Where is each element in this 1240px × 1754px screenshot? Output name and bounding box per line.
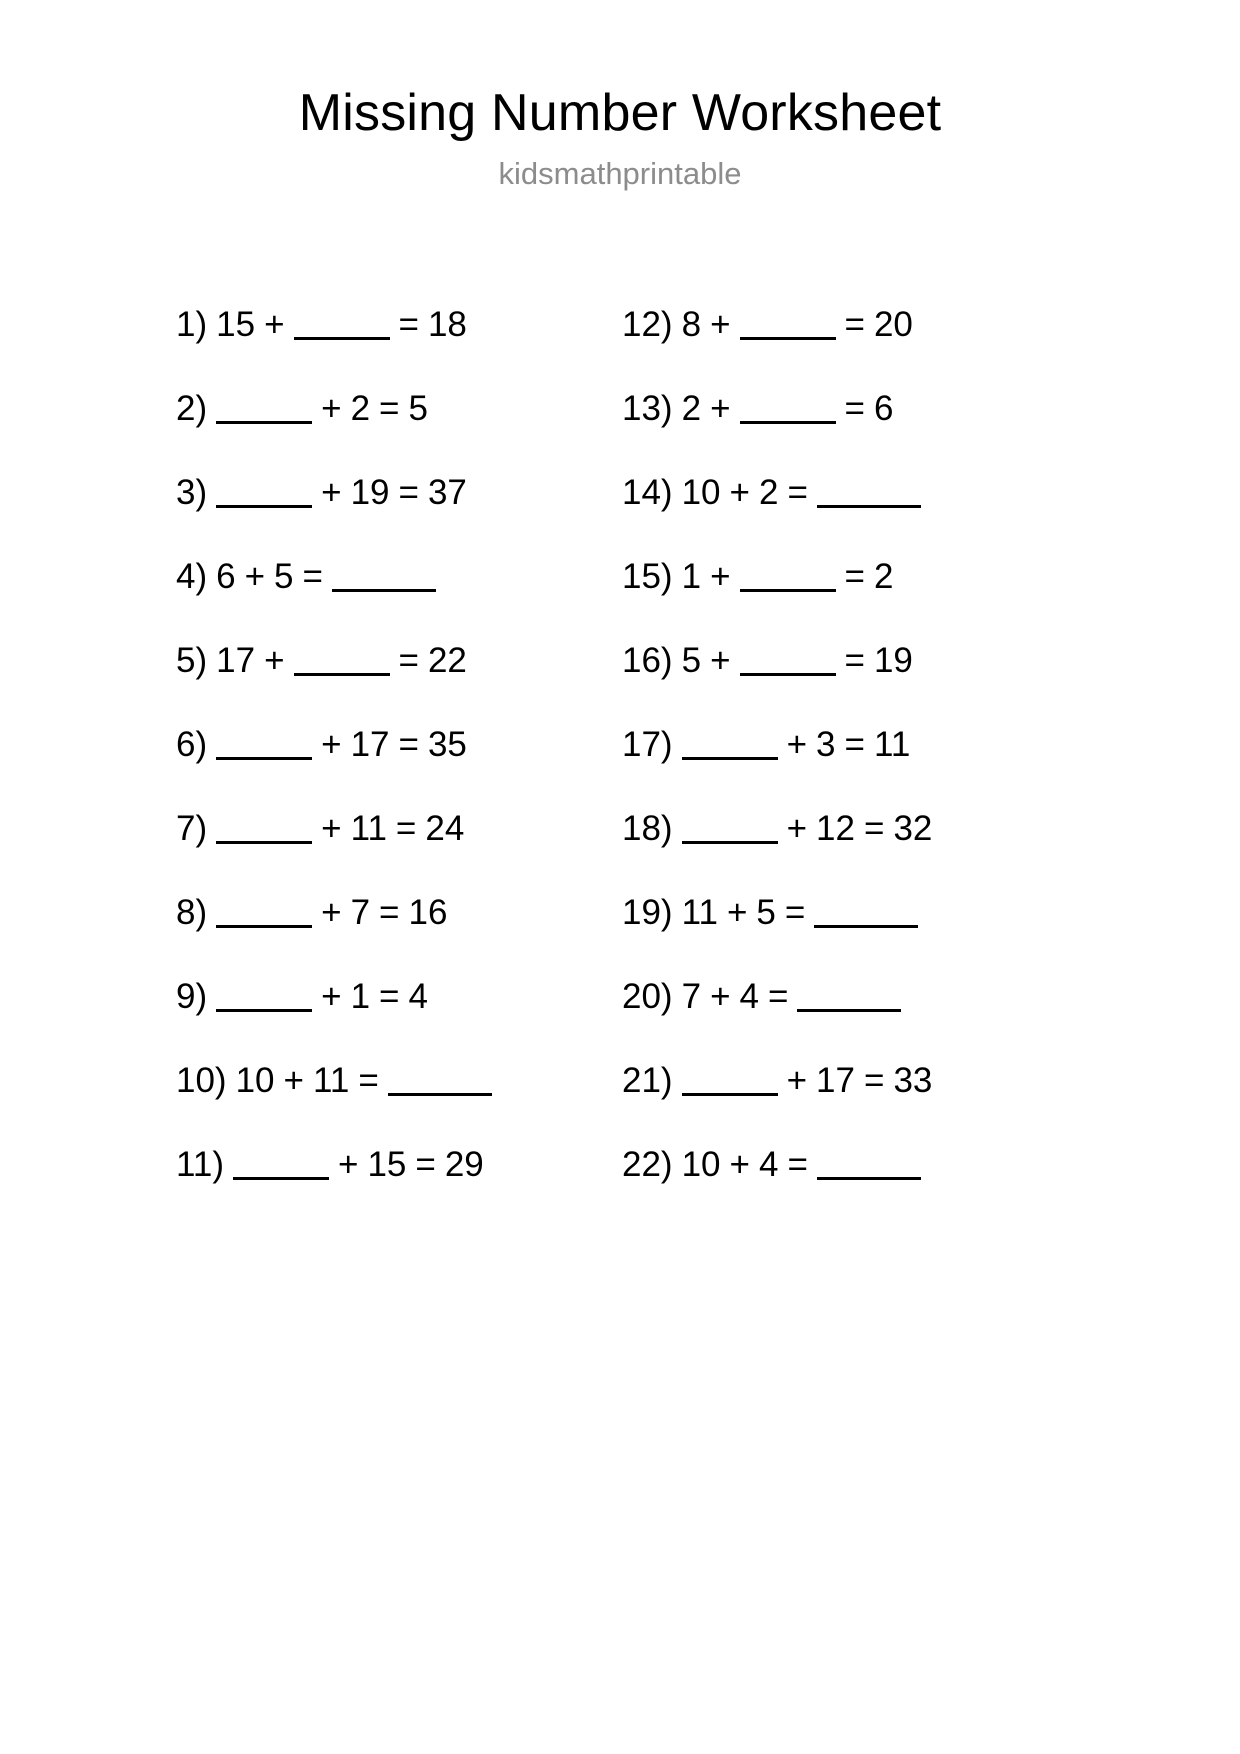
problem-number: 5) [176, 641, 208, 681]
equals-operator: = [863, 809, 885, 849]
problem-number: 10) [176, 1061, 227, 1101]
sum-value: 32 [893, 809, 933, 849]
problem-number: 17) [622, 725, 673, 765]
second-addend: 15 [367, 1145, 407, 1185]
page-subtitle: kidsmathprintable [498, 155, 742, 191]
second-addend: 3 [816, 725, 836, 765]
problem-row [176, 703, 622, 787]
problem-row [176, 1123, 622, 1207]
answer-blank-first-addend[interactable] [682, 1067, 778, 1096]
second-addend: 4 [739, 977, 759, 1017]
answer-blank-second-addend[interactable] [294, 311, 390, 340]
plus-operator: + [726, 893, 748, 933]
sum-value: 16 [408, 893, 448, 933]
problem-row [176, 283, 622, 367]
plus-operator: + [710, 977, 731, 1017]
equals-operator: = [415, 1145, 436, 1185]
problem-number: 18) [622, 809, 673, 849]
second-addend: 2 [350, 389, 371, 429]
answer-blank-first-addend[interactable] [682, 815, 778, 844]
problem-row [622, 955, 1042, 1039]
sum-value: 22 [427, 641, 467, 681]
second-addend: 7 [350, 893, 371, 933]
first-addend: 10 [681, 473, 721, 513]
problem-row [622, 1123, 1042, 1207]
equals-operator: = [767, 977, 789, 1017]
answer-blank-first-addend[interactable] [216, 815, 312, 844]
problem-row [176, 535, 622, 619]
problem-number: 11) [176, 1145, 224, 1185]
problem-column-left [176, 283, 622, 1207]
problem-row [622, 1039, 1042, 1123]
plus-operator: + [786, 725, 808, 765]
sum-value: 37 [427, 473, 467, 513]
first-addend: 8 [681, 305, 702, 345]
problem-number: 1) [176, 305, 208, 345]
problem-row [176, 1039, 622, 1123]
problem-row [176, 367, 622, 451]
sum-value: 19 [873, 641, 913, 681]
first-addend: 2 [681, 389, 702, 429]
problem-number: 7) [176, 809, 208, 849]
equals-operator: = [398, 473, 419, 513]
sum-value: 24 [425, 809, 465, 849]
plus-operator: + [321, 809, 342, 849]
problem-number: 15) [622, 557, 673, 597]
problem-number: 16) [622, 641, 673, 681]
plus-operator: + [244, 557, 266, 597]
answer-blank-first-addend[interactable] [216, 731, 312, 760]
plus-operator: + [786, 1061, 808, 1101]
problem-column-right [622, 283, 1042, 1207]
second-addend: 19 [350, 473, 390, 513]
first-addend: 10 [235, 1061, 275, 1101]
problems-container [0, 283, 1240, 1207]
answer-blank-sum[interactable] [388, 1067, 492, 1096]
problem-number: 20) [622, 977, 673, 1017]
second-addend: 11 [350, 809, 387, 849]
problem-number: 22) [622, 1145, 673, 1185]
plus-operator: + [321, 725, 342, 765]
second-addend: 4 [758, 1145, 779, 1185]
problem-row [176, 871, 622, 955]
sum-value: 2 [873, 557, 894, 597]
answer-blank-first-addend[interactable] [682, 731, 778, 760]
sum-value: 11 [873, 725, 911, 765]
second-addend: 11 [312, 1061, 350, 1101]
equals-operator: = [398, 725, 419, 765]
plus-operator: + [729, 1145, 750, 1185]
plus-operator: + [321, 389, 342, 429]
second-addend: 2 [758, 473, 779, 513]
equals-operator: = [398, 641, 419, 681]
problem-number: 6) [176, 725, 208, 765]
problem-row [176, 451, 622, 535]
equals-operator: = [358, 1061, 379, 1101]
problem-row [622, 787, 1042, 871]
equals-operator: = [863, 1061, 885, 1101]
problem-number: 12) [622, 305, 673, 345]
problem-number: 19) [622, 893, 673, 933]
worksheet-header [0, 0, 1240, 191]
problem-number: 3) [176, 473, 208, 513]
equals-operator: = [844, 641, 865, 681]
plus-operator: + [321, 977, 342, 1017]
equals-operator: = [844, 389, 865, 429]
plus-operator: + [321, 893, 342, 933]
problem-row [622, 535, 1042, 619]
equals-operator: = [379, 893, 400, 933]
equals-operator: = [844, 557, 865, 597]
problem-number: 4) [176, 557, 208, 597]
problem-number: 14) [622, 473, 673, 513]
problem-row [176, 619, 622, 703]
problem-number: 8) [176, 893, 208, 933]
answer-blank-first-addend[interactable] [233, 1151, 329, 1180]
second-addend: 17 [816, 1061, 855, 1101]
problem-row [622, 367, 1042, 451]
second-addend: 1 [350, 977, 371, 1017]
plus-operator: + [338, 1145, 359, 1185]
plus-operator: + [710, 305, 731, 345]
sum-value: 20 [873, 305, 913, 345]
problem-number: 2) [176, 389, 208, 429]
equals-operator: = [379, 977, 400, 1017]
sum-value: 33 [893, 1061, 933, 1101]
plus-operator: + [710, 557, 731, 597]
sum-value: 35 [427, 725, 467, 765]
sum-value: 4 [408, 977, 428, 1017]
problem-row [176, 787, 622, 871]
sum-value: 5 [408, 389, 428, 429]
plus-operator: + [710, 389, 731, 429]
first-addend: 6 [216, 557, 236, 597]
plus-operator: + [264, 305, 285, 345]
problem-row [622, 283, 1042, 367]
first-addend: 10 [681, 1145, 721, 1185]
problem-row [622, 703, 1042, 787]
answer-blank-sum[interactable] [814, 899, 918, 928]
equals-operator: = [844, 725, 865, 765]
plus-operator: + [283, 1061, 304, 1101]
equals-operator: = [787, 473, 808, 513]
answer-blank-sum[interactable] [797, 983, 901, 1012]
sum-value: 29 [444, 1145, 484, 1185]
plus-operator: + [729, 473, 750, 513]
second-addend: 5 [756, 893, 776, 933]
equals-operator: = [398, 305, 419, 345]
problem-row [622, 619, 1042, 703]
equals-operator: = [379, 389, 400, 429]
answer-blank-second-addend[interactable] [740, 395, 836, 424]
answer-blank-second-addend[interactable] [740, 647, 836, 676]
sum-value: 6 [873, 389, 894, 429]
answer-blank-second-addend[interactable] [740, 311, 836, 340]
answer-blank-first-addend[interactable] [216, 479, 312, 508]
equals-operator: = [302, 557, 323, 597]
answer-blank-sum[interactable] [817, 1151, 921, 1180]
answer-blank-sum[interactable] [817, 479, 921, 508]
plus-operator: + [786, 809, 808, 849]
first-addend: 5 [681, 641, 702, 681]
equals-operator: = [844, 305, 865, 345]
first-addend: 1 [681, 557, 702, 597]
page-title: Missing Number Worksheet [298, 84, 942, 142]
answer-blank-second-addend[interactable] [740, 563, 836, 592]
first-addend: 7 [681, 977, 702, 1017]
first-addend: 11 [681, 893, 718, 933]
answer-blank-second-addend[interactable] [294, 647, 390, 676]
plus-operator: + [264, 641, 285, 681]
problem-number: 9) [176, 977, 208, 1017]
problem-number: 21) [622, 1061, 673, 1101]
answer-blank-first-addend[interactable] [216, 899, 312, 928]
equals-operator: = [395, 809, 417, 849]
plus-operator: + [321, 473, 342, 513]
second-addend: 17 [350, 725, 390, 765]
problem-row [176, 955, 622, 1039]
answer-blank-first-addend[interactable] [216, 983, 312, 1012]
sum-value: 18 [427, 305, 467, 345]
first-addend: 17 [216, 641, 256, 681]
problem-row [622, 451, 1042, 535]
equals-operator: = [787, 1145, 808, 1185]
problem-number: 13) [622, 389, 673, 429]
answer-blank-first-addend[interactable] [216, 395, 312, 424]
answer-blank-sum[interactable] [332, 563, 436, 592]
second-addend: 12 [816, 809, 855, 849]
equals-operator: = [784, 893, 806, 933]
plus-operator: + [710, 641, 731, 681]
second-addend: 5 [274, 557, 294, 597]
first-addend: 15 [216, 305, 256, 345]
problem-row [622, 871, 1042, 955]
